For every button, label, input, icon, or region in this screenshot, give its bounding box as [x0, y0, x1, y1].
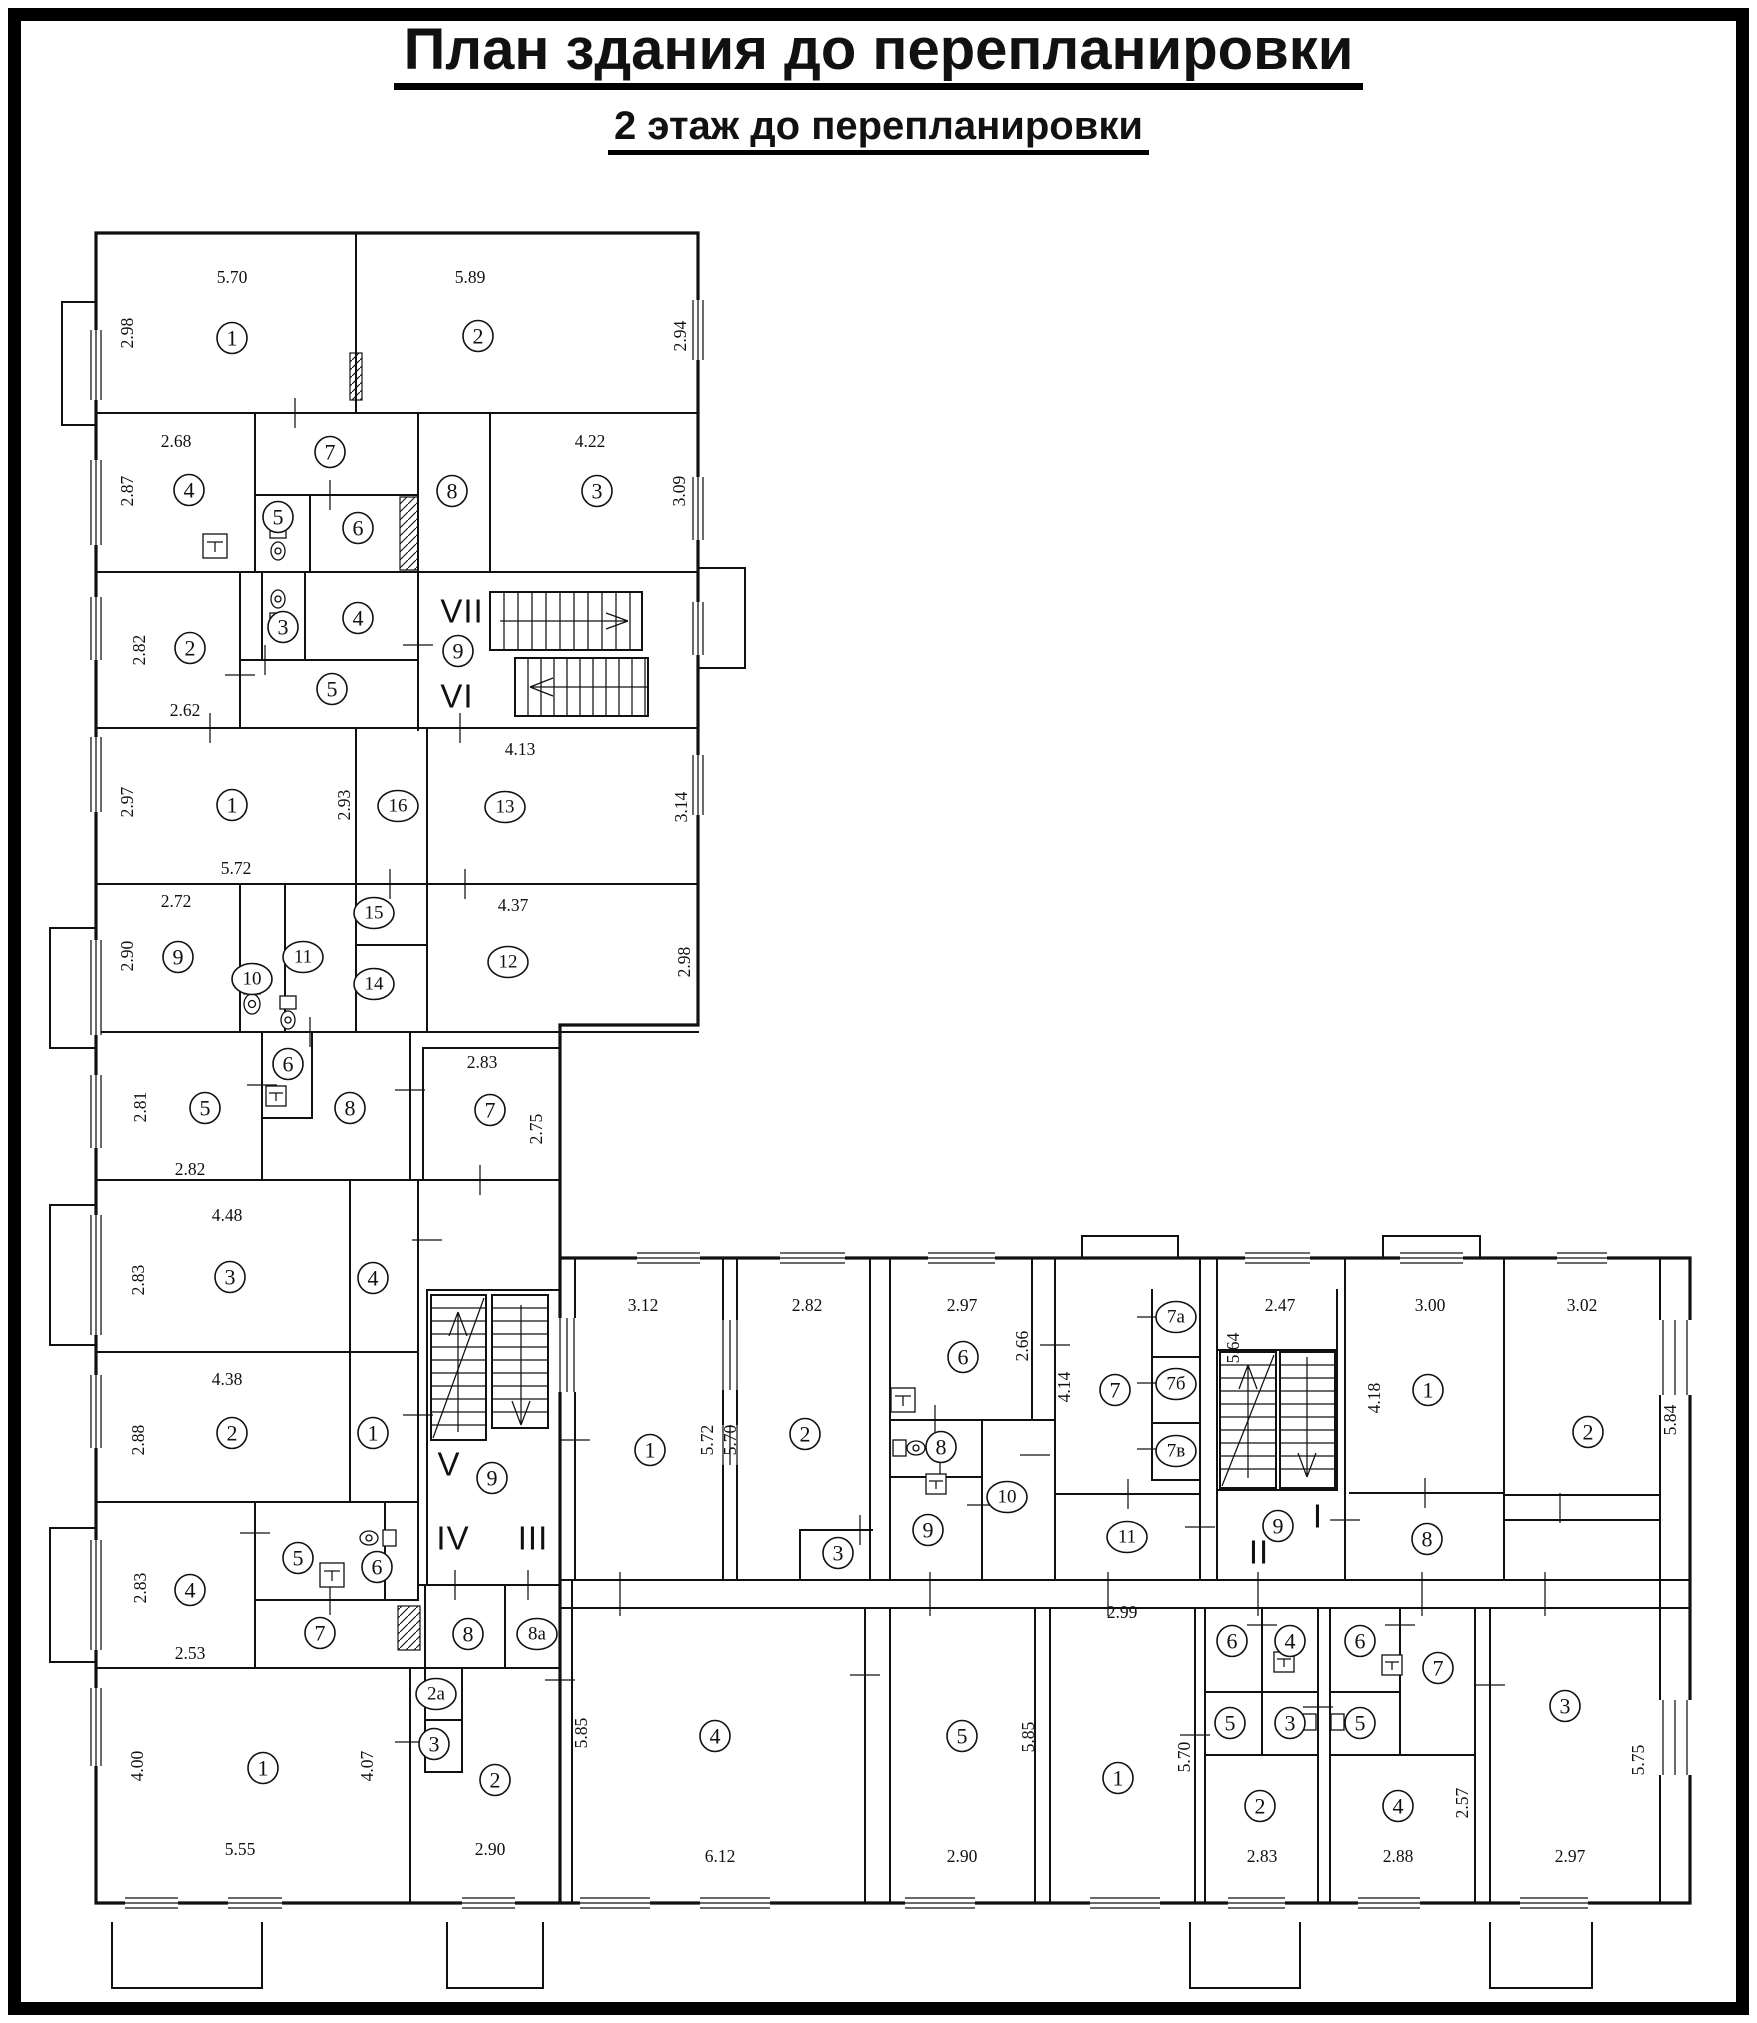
- dimension-label: 2.98: [117, 317, 137, 349]
- room-number-label: [477, 1463, 507, 1494]
- svg-text:3: 3: [277, 614, 289, 640]
- labels-layer: [117, 267, 1680, 1866]
- svg-text:11: 11: [293, 946, 313, 968]
- dimension-label: 5.85: [1018, 1721, 1038, 1753]
- room-number-label: [913, 1515, 943, 1546]
- svg-text:5: 5: [1224, 1710, 1236, 1736]
- svg-text:3: 3: [1559, 1693, 1571, 1719]
- svg-text:6: 6: [1226, 1628, 1238, 1654]
- svg-text:2а: 2а: [427, 1683, 445, 1705]
- room-number-label: [283, 942, 323, 973]
- room-number-label: [475, 1095, 505, 1126]
- svg-text:8: 8: [462, 1621, 474, 1647]
- room-number-label: [463, 321, 493, 352]
- svg-text:15: 15: [364, 902, 384, 924]
- room-number-label: [1412, 1524, 1442, 1555]
- svg-text:2: 2: [184, 635, 196, 661]
- svg-text:5: 5: [199, 1095, 211, 1121]
- page-title: План здания до перепланировки: [394, 20, 1364, 90]
- dimension-label: 4.37: [497, 895, 529, 915]
- toilet-icon: [280, 996, 296, 1029]
- svg-text:7: 7: [314, 1620, 326, 1646]
- dimension-label: 5.84: [1660, 1404, 1680, 1436]
- hatched-flues: [350, 353, 420, 1650]
- dimension-label: 5.85: [571, 1717, 591, 1749]
- svg-text:6: 6: [371, 1554, 383, 1580]
- title-block: [0, 17, 1757, 155]
- dimension-label: 2.82: [791, 1295, 823, 1315]
- svg-text:1: 1: [644, 1437, 656, 1463]
- dimension-label: 4.14: [1054, 1371, 1074, 1403]
- room-number-label: [175, 633, 205, 664]
- sink-icon: [203, 534, 227, 558]
- svg-text:4: 4: [1392, 1793, 1404, 1819]
- svg-text:11: 11: [1117, 1526, 1137, 1548]
- room-number-label: [419, 1729, 449, 1760]
- svg-text:8: 8: [935, 1434, 947, 1460]
- dimension-label: 4.38: [211, 1369, 243, 1389]
- svg-text:4: 4: [367, 1265, 379, 1291]
- room-number-label: [1573, 1417, 1603, 1448]
- sink-icon: [891, 1388, 915, 1412]
- room-number-label: [283, 1543, 313, 1574]
- stairwell-mark: I: [1312, 1497, 1324, 1535]
- svg-text:3: 3: [591, 478, 603, 504]
- svg-text:8: 8: [1421, 1526, 1433, 1552]
- plumbing-fixtures: [203, 525, 1402, 1730]
- room-number-label: [1245, 1791, 1275, 1822]
- room-number-label: [378, 791, 418, 822]
- svg-text:4: 4: [352, 605, 364, 631]
- sink-icon: [1382, 1655, 1402, 1675]
- svg-text:2: 2: [799, 1421, 811, 1447]
- sink-icon: [926, 1474, 946, 1494]
- room-number-label: [317, 674, 347, 705]
- dimension-label: 5.64: [1223, 1332, 1243, 1364]
- room-number-label: [947, 1721, 977, 1752]
- svg-text:1: 1: [257, 1755, 269, 1781]
- svg-text:4: 4: [184, 1577, 196, 1603]
- svg-text:7: 7: [484, 1097, 496, 1123]
- room-number-label: [1550, 1691, 1580, 1722]
- svg-text:9: 9: [922, 1517, 934, 1543]
- room-number-label: [174, 475, 204, 506]
- dimension-label: 2.83: [466, 1052, 498, 1072]
- svg-text:12: 12: [498, 951, 518, 973]
- dimension-label: 2.97: [117, 786, 137, 818]
- dimension-label: 4.18: [1364, 1382, 1384, 1414]
- dimension-label: 3.12: [627, 1295, 659, 1315]
- dimension-label: 2.53: [174, 1643, 206, 1663]
- toilet-icon: [360, 1530, 396, 1546]
- svg-text:2: 2: [489, 1767, 501, 1793]
- dimension-label: 2.94: [670, 320, 690, 352]
- svg-text:1: 1: [1422, 1377, 1434, 1403]
- room-number-label: [232, 964, 272, 995]
- room-number-label: [343, 603, 373, 634]
- room-number-label: [700, 1721, 730, 1752]
- svg-text:2: 2: [1582, 1419, 1594, 1445]
- dimension-label: 5.72: [697, 1424, 717, 1456]
- dimension-label: 2.90: [474, 1839, 506, 1859]
- room-number-label: [948, 1342, 978, 1373]
- dimension-label: 2.82: [174, 1159, 206, 1179]
- room-number-label: [480, 1765, 510, 1796]
- svg-text:4: 4: [183, 477, 195, 503]
- room-number-label: [268, 612, 298, 643]
- svg-text:8а: 8а: [528, 1623, 546, 1645]
- svg-text:9: 9: [172, 944, 184, 970]
- svg-text:1: 1: [226, 792, 238, 818]
- dimension-label: 6.12: [704, 1846, 736, 1866]
- dimension-label: 5.75: [1628, 1744, 1648, 1776]
- stairwell-mark: IV: [436, 1519, 470, 1557]
- svg-text:4: 4: [1284, 1628, 1296, 1654]
- dimension-label: 2.75: [526, 1113, 546, 1145]
- room-number-label: [1383, 1791, 1413, 1822]
- room-number-label: [823, 1538, 853, 1569]
- room-number-label: [263, 502, 293, 533]
- dimension-label: 3.00: [1414, 1295, 1446, 1315]
- room-number-label: [1345, 1626, 1375, 1657]
- dimension-label: 2.93: [334, 789, 354, 821]
- svg-text:16: 16: [388, 795, 408, 817]
- dimension-label: 4.48: [211, 1205, 243, 1225]
- room-number-label: [273, 1049, 303, 1080]
- sink-icon: [266, 1086, 286, 1106]
- room-number-label: [635, 1435, 665, 1466]
- dimension-label: 2.57: [1452, 1787, 1472, 1819]
- dimension-label: 2.83: [1246, 1846, 1278, 1866]
- svg-text:5: 5: [1354, 1710, 1366, 1736]
- svg-text:7: 7: [1109, 1377, 1121, 1403]
- door-marks: [210, 398, 1560, 1742]
- stairwell-mark: VI: [440, 677, 474, 715]
- dimension-label: 2.99: [1106, 1602, 1138, 1622]
- svg-text:7а: 7а: [1167, 1306, 1185, 1328]
- dimension-label: 3.02: [1566, 1295, 1598, 1315]
- dimension-label: 2.82: [129, 634, 149, 666]
- dimension-label: 3.14: [671, 791, 691, 823]
- svg-text:7в: 7в: [1166, 1440, 1186, 1462]
- svg-text:7б: 7б: [1166, 1373, 1186, 1395]
- dimension-label: 5.55: [224, 1839, 256, 1859]
- svg-text:2: 2: [226, 1420, 238, 1446]
- dimension-label: 2.62: [169, 700, 201, 720]
- room-number-label: [217, 790, 247, 821]
- svg-text:5: 5: [326, 676, 338, 702]
- stairwell-mark: VII: [440, 592, 484, 630]
- svg-text:9: 9: [452, 638, 464, 664]
- dimension-label: 3.09: [669, 475, 689, 507]
- dimension-label: 2.68: [160, 431, 192, 451]
- outer-walls: [96, 233, 1690, 1903]
- svg-text:10: 10: [997, 1486, 1017, 1508]
- dimension-label: 2.88: [1382, 1846, 1414, 1866]
- svg-text:7: 7: [1432, 1655, 1444, 1681]
- stairwell-mark: III: [517, 1519, 549, 1557]
- room-number-label: [217, 1418, 247, 1449]
- dimension-label: 2.90: [946, 1846, 978, 1866]
- svg-text:6: 6: [352, 515, 364, 541]
- room-number-label: [190, 1093, 220, 1124]
- svg-text:8: 8: [344, 1095, 356, 1121]
- svg-text:1: 1: [226, 325, 238, 351]
- stairwell-mark: V: [437, 1445, 461, 1483]
- dimension-label: 4.07: [357, 1750, 377, 1782]
- svg-text:3: 3: [428, 1731, 440, 1757]
- dimension-label: 2.88: [128, 1424, 148, 1456]
- svg-text:4: 4: [709, 1723, 721, 1749]
- svg-text:9: 9: [1272, 1513, 1284, 1539]
- dimension-label: 2.97: [1554, 1846, 1586, 1866]
- inner-walls: [96, 233, 1690, 1903]
- room-number-label: [1156, 1302, 1196, 1333]
- room-number-label: [1345, 1708, 1375, 1739]
- room-number-label: [1107, 1522, 1147, 1553]
- svg-text:1: 1: [367, 1420, 379, 1446]
- room-number-label: [354, 898, 394, 929]
- dimension-label: 5.70: [1174, 1741, 1194, 1773]
- dimension-label: 2.83: [130, 1572, 150, 1604]
- svg-text:13: 13: [495, 796, 515, 818]
- room-number-label: [1100, 1375, 1130, 1406]
- dimension-label: 2.47: [1264, 1295, 1296, 1315]
- room-number-label: [1156, 1369, 1196, 1400]
- room-number-label: [215, 1262, 245, 1293]
- svg-text:3: 3: [832, 1540, 844, 1566]
- room-number-label: [517, 1619, 557, 1650]
- sink-icon: [320, 1563, 344, 1587]
- svg-text:7: 7: [324, 439, 336, 465]
- room-number-label: [485, 792, 525, 823]
- svg-text:6: 6: [1354, 1628, 1366, 1654]
- svg-text:2: 2: [1254, 1793, 1266, 1819]
- room-number-label: [358, 1263, 388, 1294]
- room-number-label: [335, 1093, 365, 1124]
- room-number-label: [790, 1419, 820, 1450]
- room-number-label: [175, 1575, 205, 1606]
- room-number-label: [926, 1432, 956, 1463]
- room-number-label: [343, 513, 373, 544]
- dimension-label: 4.22: [574, 431, 606, 451]
- dimension-label: 2.83: [128, 1264, 148, 1296]
- room-number-label: [1423, 1653, 1453, 1684]
- dimension-label: 2.90: [117, 940, 137, 972]
- room-number-label: [1156, 1436, 1196, 1467]
- room-number-label: [1103, 1763, 1133, 1794]
- dimension-label: 2.81: [130, 1091, 150, 1123]
- room-number-label: [1275, 1708, 1305, 1739]
- dimension-label: 4.13: [504, 739, 536, 759]
- room-number-label: [416, 1679, 456, 1710]
- dimension-label: 2.97: [946, 1295, 978, 1315]
- room-number-label: [248, 1753, 278, 1784]
- svg-text:6: 6: [282, 1051, 294, 1077]
- dimension-label: 4.00: [127, 1750, 147, 1782]
- svg-text:5: 5: [956, 1723, 968, 1749]
- room-number-label: [1413, 1375, 1443, 1406]
- svg-text:3: 3: [1284, 1710, 1296, 1736]
- room-number-label: [315, 437, 345, 468]
- room-number-label: [305, 1618, 335, 1649]
- svg-text:9: 9: [486, 1465, 498, 1491]
- room-number-label: [354, 969, 394, 1000]
- room-number-label: [437, 476, 467, 507]
- room-number-label: [362, 1552, 392, 1583]
- dimension-label: 5.70: [216, 267, 248, 287]
- room-number-label: [488, 947, 528, 978]
- room-number-label: [217, 323, 247, 354]
- svg-text:10: 10: [242, 968, 262, 990]
- svg-text:5: 5: [272, 504, 284, 530]
- room-number-label: [1275, 1626, 1305, 1657]
- svg-text:1: 1: [1112, 1765, 1124, 1791]
- dimension-label: 2.72: [160, 891, 192, 911]
- svg-text:2: 2: [472, 323, 484, 349]
- svg-text:14: 14: [364, 973, 384, 995]
- room-number-label: [1215, 1708, 1245, 1739]
- dimension-label: 2.87: [117, 475, 137, 507]
- room-number-label: [453, 1619, 483, 1650]
- room-number-label: [358, 1418, 388, 1449]
- room-number-label: [163, 942, 193, 973]
- toilet-icon: [893, 1440, 925, 1456]
- svg-text:5: 5: [292, 1545, 304, 1571]
- dimension-label: 2.98: [674, 946, 694, 978]
- dimension-label: 5.70: [720, 1424, 740, 1456]
- dimension-label: 5.72: [220, 858, 252, 878]
- stairwell-mark: II: [1248, 1533, 1270, 1571]
- room-number-label: [987, 1482, 1027, 1513]
- svg-text:8: 8: [446, 478, 458, 504]
- room-number-label: [1217, 1626, 1247, 1657]
- dimension-label: 2.66: [1012, 1330, 1032, 1362]
- room-number-label: [582, 476, 612, 507]
- svg-text:6: 6: [957, 1344, 969, 1370]
- page-subtitle: 2 этаж до перепланировки: [608, 104, 1149, 155]
- svg-text:3: 3: [224, 1264, 236, 1290]
- dimension-label: 5.89: [454, 267, 486, 287]
- room-number-label: [443, 636, 473, 667]
